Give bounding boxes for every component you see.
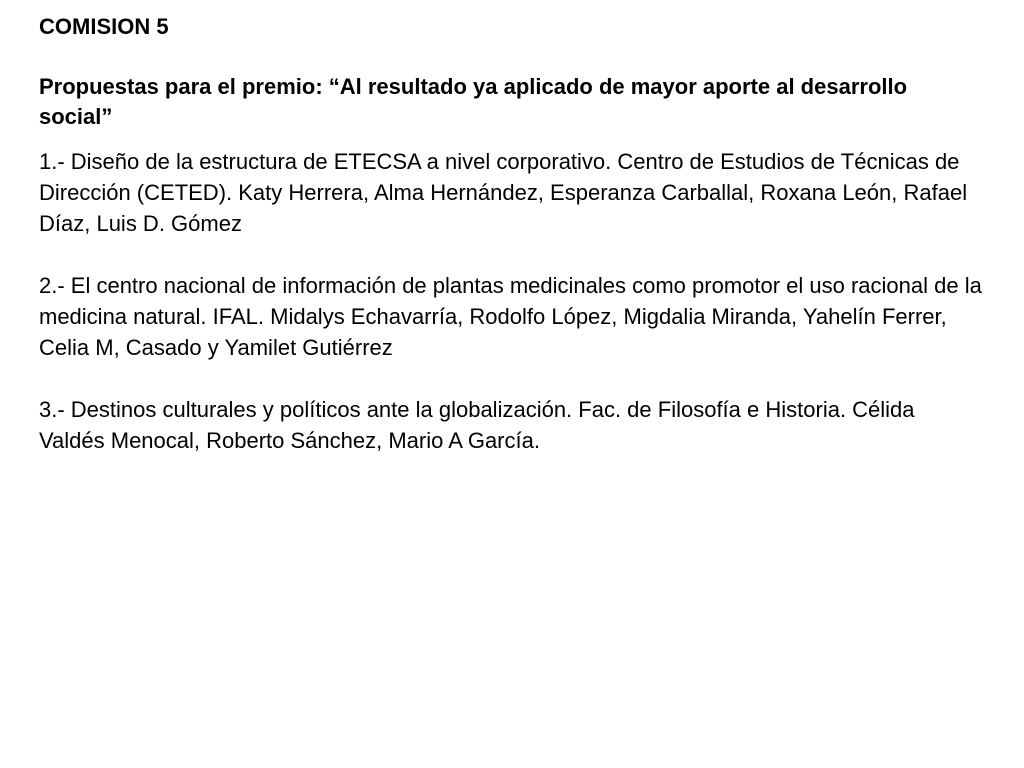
proposal-item-2: 2.- El centro nacional de información de plantas medicinales como promotor el uso racional de la medicina natural. IFAL. Midalys Echavarría, Rodolfo López, Migdalia Miranda, Yahelín Ferrer, Celia M, Casado y Yamilet Gutiérrez (39, 273, 982, 360)
commission-heading: COMISION 5 (39, 14, 169, 39)
proposal-item-3: 3.- Destinos culturales y políticos ante la globalización. Fac. de Filosofía e Historia. Célida Valdés Menocal, Roberto Sánchez, Mario A García. (39, 397, 915, 453)
proposal-item-1: 1.- Diseño de la estructura de ETECSA a nivel corporativo. Centro de Estudios de Técnicas de Dirección (CETED). Katy Herrera, Alma Hernández, Esperanza Carballal, Roxana León, Rafael Díaz, Luis D. Gómez (39, 149, 968, 236)
proposal-list (39, 146, 984, 456)
award-subtitle: Propuestas para el premio: “Al resultado ya aplicado de mayor aporte al desarrollo social” (39, 74, 908, 129)
